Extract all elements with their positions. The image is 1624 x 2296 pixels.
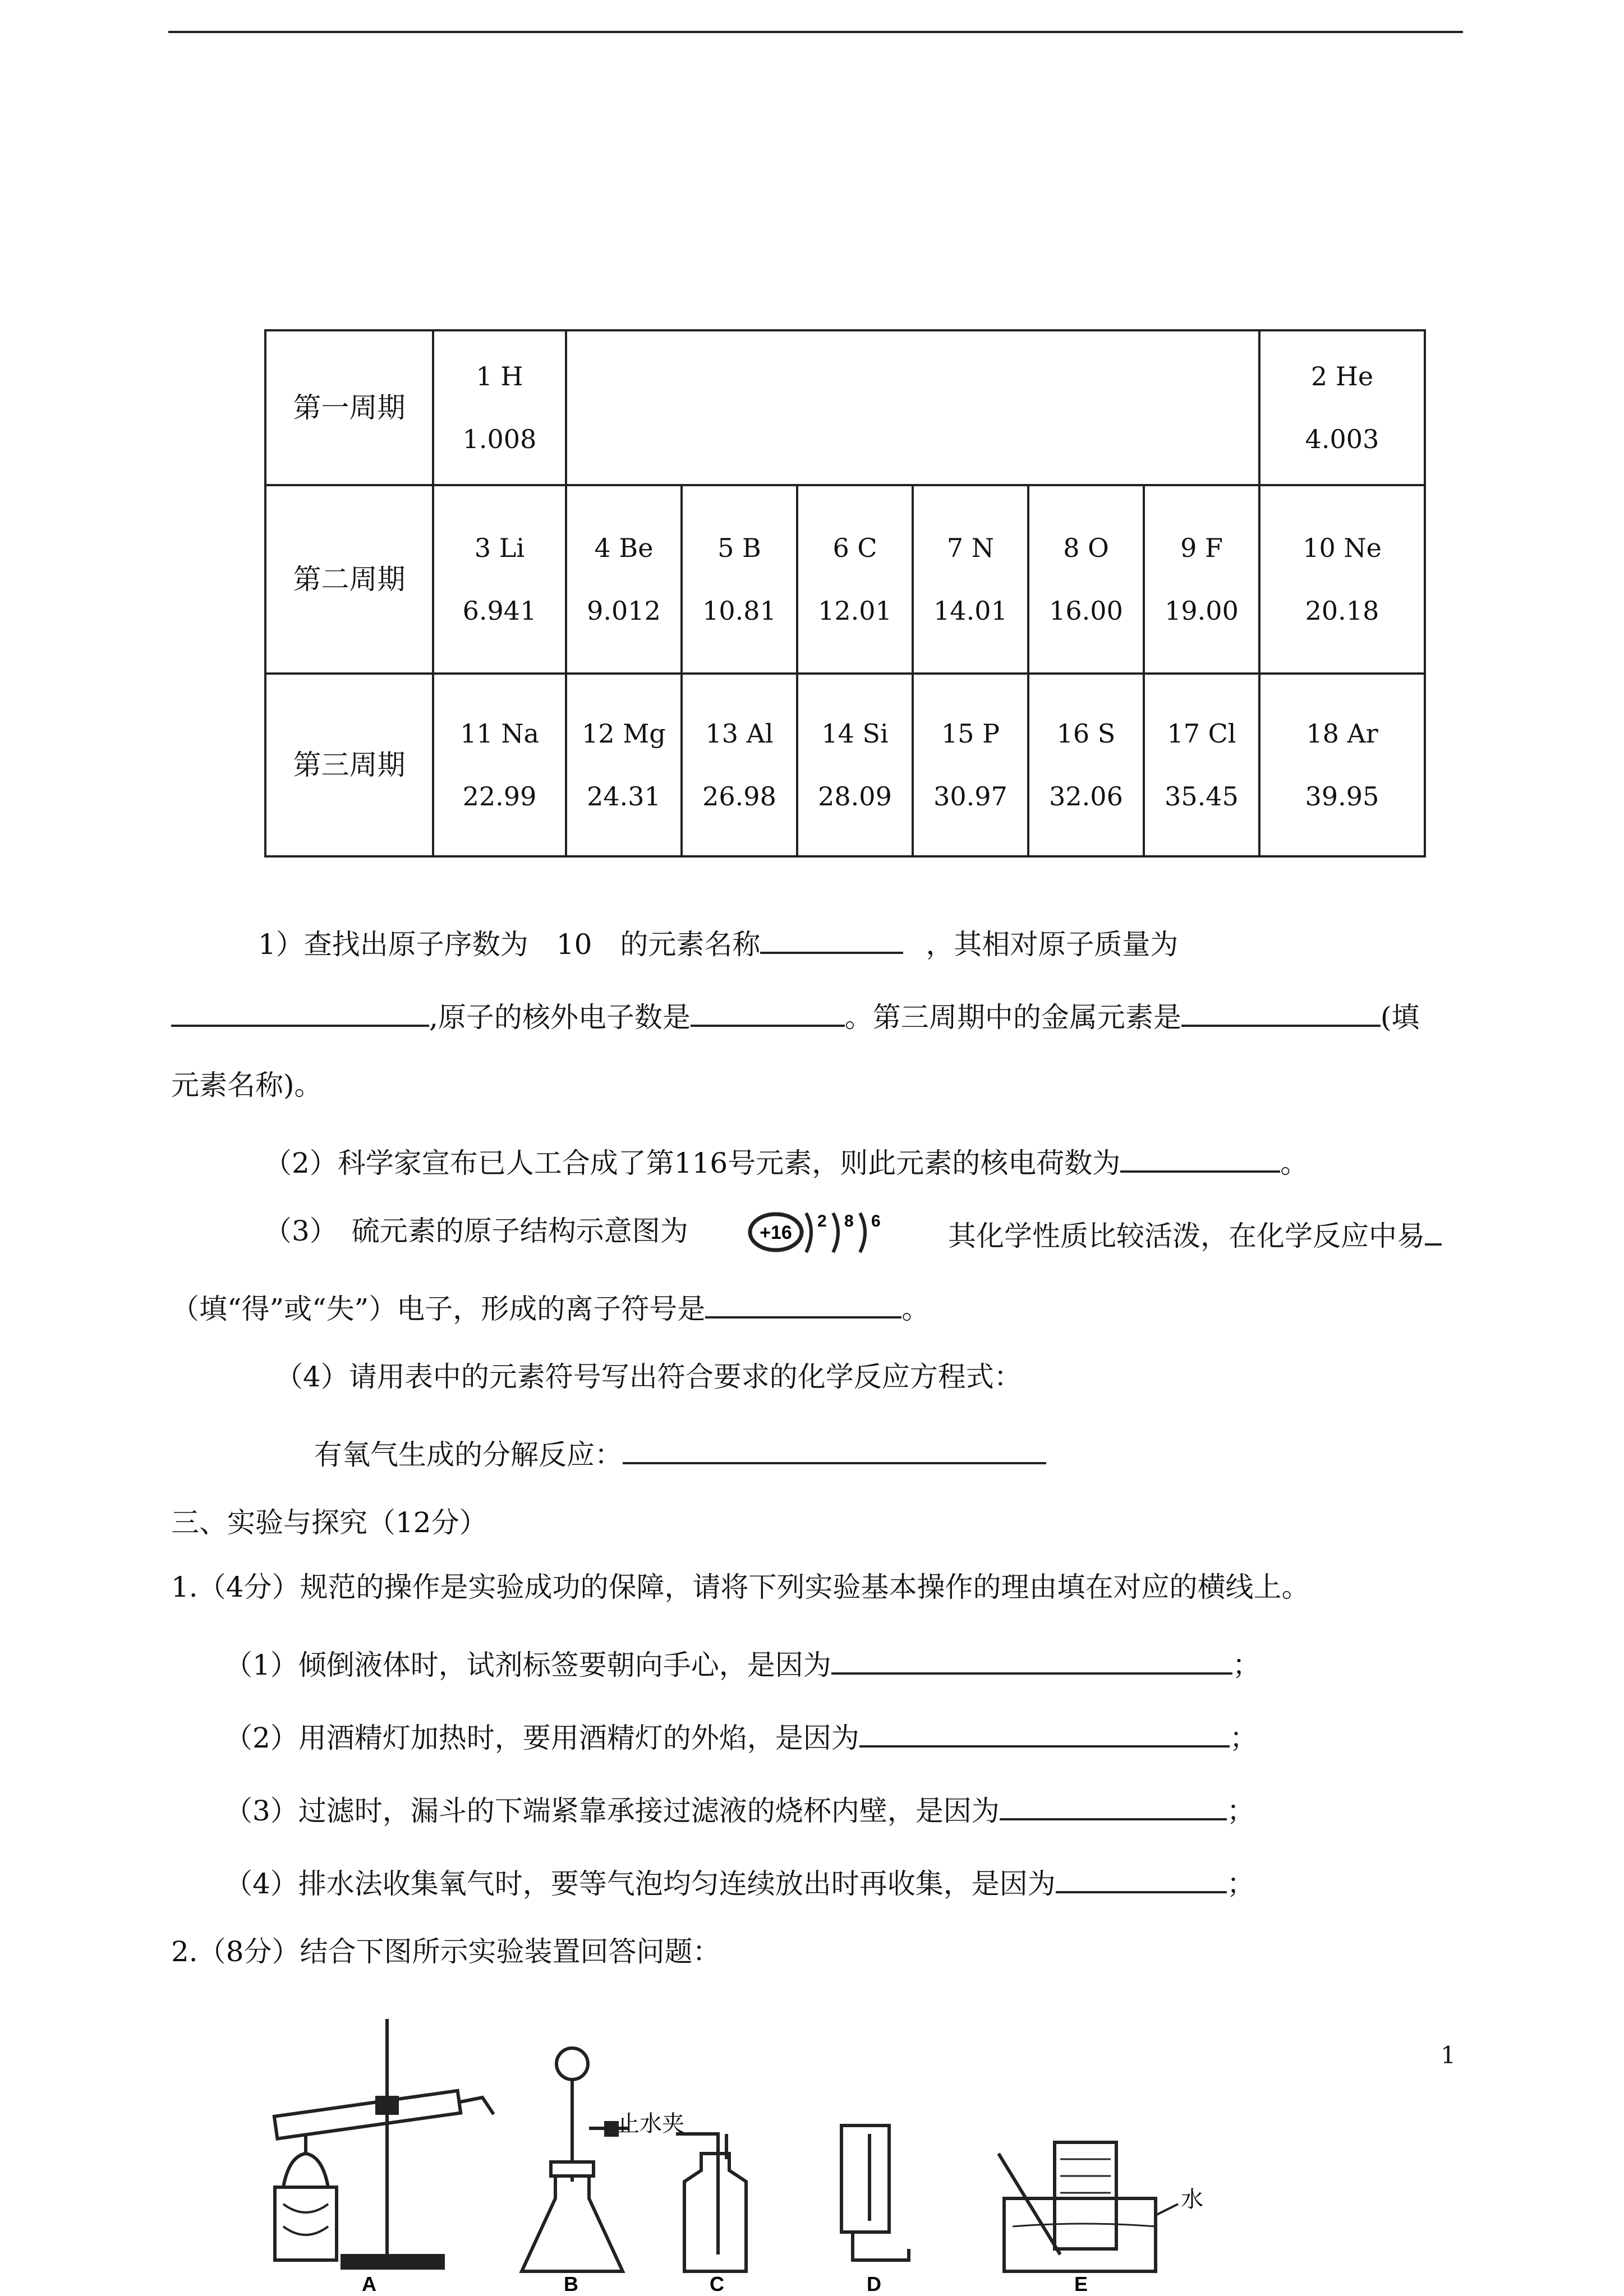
element-cell: 2 He 4.003 <box>1259 330 1425 485</box>
apparatus-e <box>999 2142 1178 2271</box>
answer-blank[interactable] <box>623 1433 1046 1464</box>
period-label: 第二周期 <box>265 485 433 674</box>
element-cell: 6 C 12.01 <box>797 485 913 674</box>
electron-shell-2 <box>833 1213 838 1252</box>
shell-count: 6 <box>871 1212 881 1230</box>
period-label: 第一周期 <box>265 330 433 485</box>
table-row <box>265 330 1425 485</box>
answer-blank[interactable] <box>1056 1862 1227 1893</box>
q4-line2: 有氧气生成的分解反应： <box>314 1433 1046 1472</box>
element-cell: 12 Mg 24.31 <box>566 674 682 856</box>
exp1-intro: 1.（4分）规范的操作是实验成功的保障，请将下列实验基本操作的理由填在对应的横线上。 <box>171 1571 1310 1603</box>
element-cell: 9 F 19.00 <box>1144 485 1259 674</box>
element-cell: 11 Na 22.99 <box>433 674 566 856</box>
q3-line1: （3） 硫元素的原子结构示意图为 <box>264 1215 688 1247</box>
electron-shell-1 <box>806 1213 811 1252</box>
apparatus-c <box>676 2134 746 2271</box>
answer-blank[interactable] <box>691 995 845 1027</box>
element-cell: 4 Be 9.012 <box>566 485 682 674</box>
answer-blank[interactable] <box>171 995 429 1027</box>
exp1-item: （1）倾倒液体时，试剂标签要朝向手心，是因为 ； <box>224 1643 1260 1682</box>
water-label: 水 <box>1181 2187 1203 2212</box>
exp2-intro: 2.（8分）结合下图所示实验装置回答问题： <box>171 1935 721 1968</box>
table-row <box>265 485 1425 674</box>
label-a: A <box>362 2272 376 2294</box>
header-rule <box>168 31 1463 33</box>
periodic-table <box>264 329 1426 857</box>
empty-cell <box>566 330 1259 485</box>
answer-blank[interactable] <box>1181 995 1381 1027</box>
shell-count: 8 <box>844 1212 854 1230</box>
apparatus-figure <box>258 2013 1324 2294</box>
apparatus-a <box>274 2019 494 2268</box>
shell-count: 2 <box>817 1212 827 1230</box>
element-cell: 7 N 14.01 <box>913 485 1028 674</box>
q1-line1: 1）查找出原子序数为 10 的元素名称 ，其相对原子质量为 <box>258 923 1178 961</box>
element-cell: 8 O 16.00 <box>1028 485 1144 674</box>
q1-line2: ,原子的核外电子数是 。第三周期中的金属元素是 (填 <box>171 995 1419 1034</box>
element-cell: 3 Li 6.941 <box>433 485 566 674</box>
label-c: C <box>710 2272 724 2294</box>
section-title: 三、实验与探究（12分） <box>171 1506 487 1539</box>
label-e: E <box>1074 2272 1088 2294</box>
element-cell: 14 Si 28.09 <box>797 674 913 856</box>
q3-line2: （填“得”或“失”）电子，形成的离子符号是 。 <box>171 1287 930 1326</box>
apparatus-b <box>522 2048 628 2271</box>
q1-line3: 元素名称)。 <box>171 1069 323 1101</box>
q2-line: （2）科学家宣布已人工合成了第116号元素，则此元素的核电荷数为 。 <box>264 1141 1308 1180</box>
page-number: 1 <box>1441 2041 1456 2069</box>
exp1-item: （2）用酒精灯加热时，要用酒精灯的外焰，是因为 ； <box>224 1716 1258 1755</box>
clamp-label: 止水夹 <box>617 2111 684 2137</box>
exp1-item: （3）过滤时，漏斗的下端紧靠承接过滤液的烧杯内壁，是因为 ； <box>224 1789 1255 1828</box>
q4-line1: （4）请用表中的元素符号写出符合要求的化学反应方程式： <box>275 1361 1022 1393</box>
answer-blank[interactable] <box>1000 1789 1227 1820</box>
nucleus-charge: +16 <box>760 1222 792 1243</box>
table-row <box>265 674 1425 856</box>
element-cell: 17 Cl 35.45 <box>1144 674 1259 856</box>
period-label: 第三周期 <box>265 674 433 856</box>
q3-line1b: 其化学性质比较活泼，在化学反应中易 <box>948 1214 1442 1253</box>
element-cell: 13 Al 26.98 <box>682 674 797 856</box>
answer-blank[interactable] <box>831 1643 1232 1675</box>
element-cell: 5 B 10.81 <box>682 485 797 674</box>
answer-blank[interactable] <box>859 1716 1230 1748</box>
label-d: D <box>867 2272 881 2294</box>
exp1-item: （4）排水法收集氧气时，要等气泡均匀连续放出时再收集，是因为 ； <box>224 1862 1255 1901</box>
electron-shell-3 <box>860 1213 865 1252</box>
element-cell: 15 P 30.97 <box>913 674 1028 856</box>
answer-blank[interactable] <box>1120 1141 1280 1173</box>
label-b: B <box>564 2272 578 2294</box>
element-cell: 1 H 1.008 <box>433 330 566 485</box>
sulfur-atom-diagram <box>743 1203 912 1265</box>
element-cell: 18 Ar 39.95 <box>1259 674 1425 856</box>
element-cell: 10 Ne 20.18 <box>1259 485 1425 674</box>
answer-blank[interactable] <box>705 1287 901 1318</box>
apparatus-d <box>841 2126 909 2260</box>
answer-blank[interactable] <box>1425 1214 1442 1246</box>
element-cell: 16 S 32.06 <box>1028 674 1144 856</box>
answer-blank[interactable] <box>760 923 903 954</box>
